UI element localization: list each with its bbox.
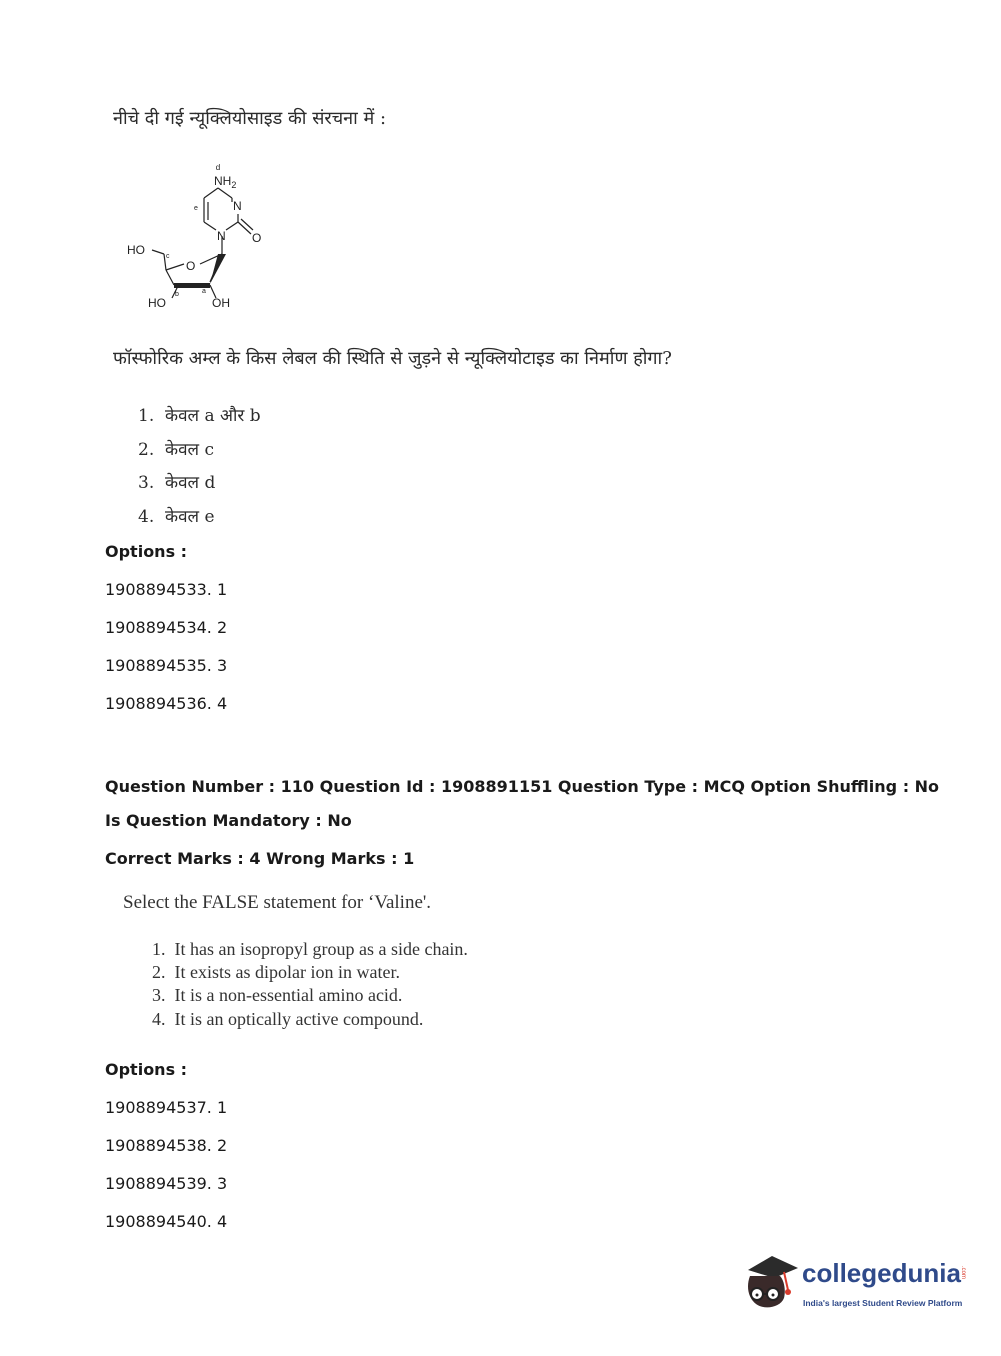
oh-label: OH [212,296,230,310]
nh2-label: $NH_2$ [214,174,237,190]
pyrimidine-ring [204,188,253,254]
q1-choice-1: 1. केवल a और b [138,406,261,426]
q1-question: फॉस्फोरिक अम्ल के किस लेबल की स्थिति से जुड़ने से न्यूक्लियोटाइड का निर्माण होगा? [113,348,672,369]
q1-option-4: 1908894536. 4 [105,694,228,713]
logo-tagline: India's largest Student Review Platform [803,1298,963,1308]
q2-option-2: 1908894538. 2 [105,1136,228,1155]
q2-choice-2: 2. It exists as dipolar ion in water. [152,962,400,982]
q2-option-3: 1908894539. 3 [105,1174,228,1193]
logo-wordmark: collegedunia [802,1258,961,1288]
label-a: a [202,288,206,295]
ribose-ring [152,250,222,298]
collegedunia-logo[interactable] [740,1248,970,1318]
nucleoside-structure [118,158,288,318]
q1-choice-4: 4. केवल e [138,507,215,527]
o-carbonyl: O [252,231,262,245]
q2-meta-line2: Is Question Mandatory : No [105,811,352,830]
q2-option-4: 1908894540. 4 [105,1212,228,1231]
ho-top: HO [127,243,145,257]
q2-choice-1: 1. It has an isopropyl group as a side chain. [152,939,468,959]
mascot-icon [740,1250,802,1312]
q1-options-label: Options : [105,542,188,561]
label-b: b [175,291,179,298]
q2-options-label: Options : [105,1060,188,1079]
q2-choice-4: 4. It is an optically active compound. [152,1009,424,1029]
q1-choice-3: 3. केवल d [138,473,216,493]
q2-option-1: 1908894537. 1 [105,1098,228,1117]
q2-question: Select the FALSE statement for ‘Valine'. [123,892,432,913]
q1-option-1: 1908894533. 1 [105,580,228,599]
label-d: d [215,163,221,172]
q2-marks: Correct Marks : 4 Wrong Marks : 1 [105,849,415,868]
n-bottom: N [217,229,226,243]
logo-dotcom: .com [960,1266,966,1280]
label-e: e [194,205,198,212]
q1-option-3: 1908894535. 3 [105,656,228,675]
n-top: N [233,199,242,213]
label-c: c [166,253,170,260]
q1-option-2: 1908894534. 2 [105,618,228,637]
q2-choice-3: 3. It is a non-essential amino acid. [152,985,403,1005]
q1-intro: नीचे दी गई न्यूक्लियोसाइड की संरचना में : [113,108,387,129]
q2-meta-line1: Question Number : 110 Question Id : 1908891151 Question Type : MCQ Option Shuffling : No [105,777,940,796]
ho-bottom: HO [148,296,166,310]
o-ring: O [186,259,196,273]
q1-choice-2: 2. केवल c [138,440,215,460]
